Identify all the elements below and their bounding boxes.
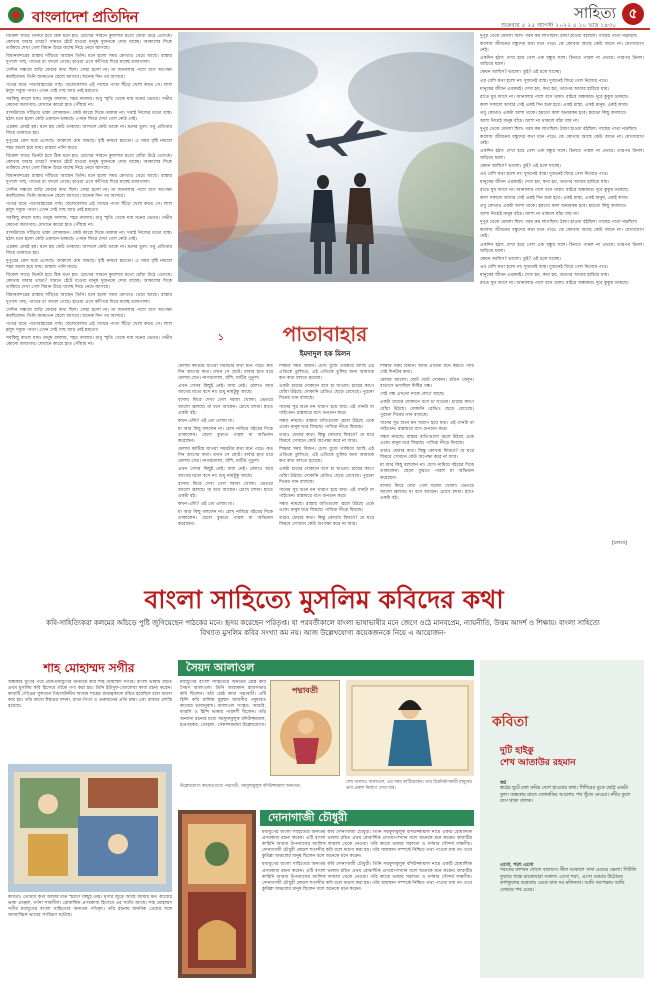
paragraph: মা আর কিছু বললেন না। চোখ নামিয়ে বইয়ের দিকে তাকালেন। ছেলে বুঝতে পারল মা অভিমান করেছেন। [178, 426, 273, 445]
paragraph: একদিন হঠাৎ দেখা হয়ে গেল এক বন্ধুর সঙ্গে। চিনতে পারল না প্রথমে। তারপর চিনল। জড়িয়ে ধরল। [480, 242, 644, 254]
paragraph: বাসস্ট্যান্ডে দাঁড়িয়ে থাকা লোকজন। কেউ কারো দিকে তাকায় না। সবাই নিজের মতো ব্যস্ত। হঠাৎ মনে হলো কেউ একজন ডাকছে। পেছন ফিরে দেখা গেল কেউ নেই। [6, 230, 172, 242]
story-column-4 [480, 34, 644, 540]
poet-name-donagazi: দোনাগাজী চৌধুরী [260, 810, 474, 826]
poet2-caption-2: উল্লেখযোগ্য কাব্যের মধ্যে পদ্মাবতী, সয়ফুলমুলুক বদিউজ্জামাল অন্যতম। [180, 784, 301, 789]
paragraph: তারও ফেরার কথা। কিন্তু কোথায় ফিরবে? যে ঘরে ফিরবে সেখানে কেউ অপেক্ষা করে না আর। [380, 449, 474, 461]
paragraph: কেমন আছিস? ভালো। তুই? এই চলে যাচ্ছে। [480, 256, 561, 262]
paragraph: বিমানবন্দরের রাস্তায় দাঁড়িয়ে আছেন তিনি। মনে হলো সময় কোথাও থেমে আছে। রাস্তার দুপাশে গাছ, পাতার রং বদলে গেছে। হাওয়া এসে কাঁপিয়ে দিয়ে যাচ্ছে ডালপালা। [6, 293, 172, 305]
poem-author: শেখ আতাউর রহমান [500, 758, 576, 768]
paragraph: বাসায় ফিরে দেখা গেল দরজা খোলা। ভেতরে আলো জ্বলছে। মা বসে আছেন। চোখে চশমা। হাতে একটা বই। [380, 483, 474, 501]
paragraph: মানুষের জীবন এরকমই। দেখা হয়, কথা হয়, তারপর আবার হারিয়ে যায়। [480, 272, 610, 278]
paragraph: গানের সুর শুনে মন খারাপ হয়ে যায়। এই গানটা মা গাইতেন। রান্নাঘরে বসে গুনগুন করে। [279, 404, 374, 416]
poem-section-label: কবিতা [492, 714, 529, 730]
paragraph: আশা নিয়েই মানুষ বাঁচে। আশা না থাকলে বাঁচা যায় না। [480, 119, 579, 125]
paragraph: সবকিছু বদলে যায়। মানুষ বদলায়, শহর বদলায়। শুধু স্মৃতি থেকে যায় মনের ভেতর। গভীর কোনো জায়গায়। যেখানে কারো হাত পৌঁছায় না। [6, 96, 172, 108]
feature-intro: কবি-সাহিত্যিকরা কলমের আঁচড়ে পুষ্টি জুগিয়েছেন পাঠকের মনে। হৃদয় করেছেন পরিতৃপ্ত। যা পরবর্তীকালে বাংলা ভাষাভাষীর মনে জেগে ওঠে মানবপ্রেম, ন্যায়নীতি, উত্তম আদর্শ ও শিক্ষায়। বাংলা সাহিত্যে বিখ্যাত মুসলিম কবির সংখ্যা কম নয়। আজ উল্লেখযোগ্য কয়েকজনকে নিয়ে এ আয়োজন- [46, 619, 600, 637]
paragraph: এর বেশি কথা হলো না। দুজনেই ব্যস্ত। দুজনেই ফিরে গেল নিজের পথে। [480, 78, 609, 84]
paragraph: শিক্ষার সময় বিমান। আমি এখনো মনে করতে পারি সেই দিনটার কথা। [380, 364, 474, 376]
poem-part-1-text: স্বপ্নের ছুটে চলা কবির দেশে হাওয়ার কথা। শিশিরের বুকে ছোট্ট একটা ফুল। অন্ধকার রাতে জোনাকির আলোয় পথ খুঁজে নেওয়া। নদীর কূলে বসে থাকা বালক। [500, 786, 631, 805]
paragraph: বাসায় ফিরে দেখা গেল দরজা খোলা। ভেতরে আলো জ্বলছে। মা বসে আছেন। চোখে চশমা। হাতে একটা বই। [178, 398, 273, 416]
poet3-painting [178, 810, 256, 978]
paragraph: শিক্ষার সময় বিমান। চোখ বুজে তাকিয়ে আছি এই এতিকে তুলিতে, এই এতিকে তুলির জন্য আমাকে কত কথা বলতে হয়েছে। [279, 364, 374, 382]
paragraph: রাতে ঘুম আসে না। জানালার পাশে বসে থাকা। বাইরে অন্ধকার। দূরে কুকুর ডাকছে। [480, 94, 629, 100]
paragraph: সন্ধ্যা নামছে। রাস্তার বাতিগুলো জ্বলে উঠছে একে একে। মানুষ ঘরে ফিরছে। পাখিরা নীড়ে ফিরছে। [279, 501, 374, 513]
book-title: পদ্মাবতী [291, 685, 319, 695]
paragraph: সবকিছু বদলে যায়। মানুষ বদলায়, শহর বদলায়। শুধু স্মৃতি থেকে যায় মনের ভেতর। গভীর কোনো জায়গায়। যেখানে কারো হাত পৌঁছায় না। [6, 336, 172, 348]
continued-marker: [চলবে] [612, 540, 628, 546]
paragraph: মধ্যযুগের বাংলা সাহিত্যের অন্যতম শ্রেষ্ঠ কবি সৈয়দ আলাওল। তিনি আরাকান রাজসভার কবি ছিলেন। তাঁর শ্রেষ্ঠ কাব্য পদ্মাবতী। এটি হিন্দি কবি মালিক মুহম্মদ জায়সীর পদুমাবত কাব্যের ভাবানুবাদ। আলাওল সংস্কৃত, আরবি, ফারসি ও হিন্দি ভাষায় পারদর্শী ছিলেন। তাঁর অন্যান্য রচনার মধ্যে সয়ফুলমুলুক বদিউজ্জামাল, হপ্তপয়কর, তোহফা, সেকান্দরনামা উল্লেখযোগ্য। [180, 680, 266, 728]
paragraph: পথের ধারে পাতাবাহারের গাছ। ছেলেবেলায় এই গাছের পাতা ছিঁড়ে খেলা করত সে। লাল হলুদ সবুজ পাতা। এখন সেই গাছ আর নেই হয়তো। [6, 321, 172, 333]
paragraph: বাসস্ট্যান্ডে দাঁড়িয়ে থাকা লোকজন। কেউ কারো দিকে তাকায় না। সবাই নিজের মতো ব্যস্ত। হঠাৎ মনে হলো কেউ একজন ডাকছে। পেছন ফিরে দেখা গেল কেউ নেই। [6, 111, 172, 123]
paragraph: কলেজ জীবনের বন্ধুদের কথা মনে পড়ে। কে কোথায় আছে কেউ জানে না। যোগাযোগ নেই। [480, 42, 644, 54]
poem-part-2-text: শরতের কাশবন দোলে বাতাসে। নীল আকাশে সাদা মেঘের ভেলা। শিউলি ফুলের গন্ধে মাতোয়ারা সকাল। এসো শরৎ, এসো আমার উঠোনে। কাশফুলের শুভ্রতায় ঢেকে যাক সব মলিনতা। আমি অপেক্ষায় আছি তোমার পথ চেয়ে। [500, 868, 637, 893]
poet-name-sagir: শাহ মোহাম্মদ সগীর [43, 661, 135, 675]
tapestry-painting [178, 810, 256, 978]
paragraph: কখন এলি? এই তো এলাম মা। [178, 501, 234, 507]
story-author: ইমদাদুল হক মিলন [299, 350, 351, 358]
book-cover-art [271, 698, 341, 768]
paragraph: সেই গন্ধ এখনো নাকে লেগে আছে। [380, 392, 445, 398]
paragraph: দুপুর থেকে মেঘলা ছিল। গরম কম লাগছিল। ঠান্ডা হাওয়া বইছিল। গাছের পাতা নড়ছিল। [480, 34, 638, 39]
paragraph: একটা চায়ের দোকানে বসে চা খাওয়া। চায়ের কাপে ধোঁয়া উঠছে। দোকানি রেডিও ছেড়ে রেখেছে। পুরনো দিনের গান বাজছে। [279, 384, 374, 402]
paragraph: দুপুরের রোদ মরে এসেছে। আকাশে মেঘ জমছে। বৃষ্টি নামবে হয়তো। এ সময় বৃষ্টি নামলে শহর অচল হয়ে যায়। রাস্তায় পানি জমে। [6, 259, 172, 271]
paragraph: মা আর কিছু বললেন না। চোখ নামিয়ে বইয়ের দিকে তাকালেন। ছেলে বুঝতে পারল মা অভিমান করেছেন। [178, 509, 273, 528]
feature-headline: বাংলা সাহিত্যে মুসলিম কবিদের কথা [144, 585, 504, 614]
paragraph: এখন সেসব কিছুই নেই। বাবা নেই। মেলাও আর আগের মতো বসে না। শুধু নামটুকু আছে। [178, 467, 273, 479]
paragraph: কবিতা: তোমার কথা আমার মনে স্মরণে কিছুই নেই। ঘৃণার জুড়ে আছে আমার মন। কাব্যের ভাষা প্রাঞ্জল, বর্ণনা সাবলীল। রোমান্টিক প্রণয়কাব্য হিসেবে এর খ্যাতি আছে। শাহ মোহাম্মদ সগীর মধ্যযুগের বাংলা সাহিত্যের অন্যতম পথিকৃৎ। তাঁর রচনায় মানবিক প্রেমের সঙ্গে আধ্যাত্মিক ভাবের সংমিশ্রণ ঘটেছে। [8, 895, 172, 919]
paragraph: আশা নিয়েই মানুষ বাঁচে। আশা না থাকলে বাঁচা যায় না। [480, 212, 579, 218]
masthead [0, 0, 650, 30]
paragraph: একদিন হঠাৎ দেখা হয়ে গেল এক বন্ধুর সঙ্গে। চিনতে পারল না প্রথমে। তারপর চিনল। জড়িয়ে ধরল। [480, 149, 644, 161]
paragraph: মধ্যযুগের বাংলা সাহিত্যের অন্যতম কবি দোনাগাজী চৌধুরী। তিনি সয়ফুলমুলুক বদিউজ্জামাল নামে একটি রোমান্টিক প্রণয়কাব্য রচনা করেন। এটি বাংলা ভাষায় রচিত প্রথম রোমান্টিক প্রণয়োপাখ্যান বলে অনেকে মনে করেন। কাব্যটির কাহিনি আরব্য উপন্যাসের আলিফ লায়লা থেকে নেওয়া। তাঁর কাব্যে ভাষার সরলতা ও বর্ণনার সৌন্দর্য লক্ষণীয়। দোনাগাজী চৌধুরী ষোড়শ শতাব্দীর কবি বলে ধারণা করা হয়। তাঁর জন্মস্থান সম্পর্কে নিশ্চিত তথ্য পাওয়া যায় না। তবে কুমিল্লা অঞ্চলের মানুষ ছিলেন বলে অনেকে মনে করেন। [262, 862, 472, 892]
manuscript-painting [8, 764, 172, 892]
paragraph: কলেজ জীবনের বন্ধুদের কথা মনে পড়ে। কে কোথায় আছে কেউ জানে না। যোগাযোগ নেই। [480, 135, 644, 147]
poet2-caption-1: শেখ আলাও আলাওল, এর সময় কাটিয়েছেন। তার চিত্রনির্মাণকারী মানুষের ভাব প্রকাশ নির্মাণে দেখা যায়। [346, 780, 472, 791]
newspaper-logo[interactable] [6, 4, 139, 26]
paragraph: তারও ফেরার কথা। কিন্তু কোথায় ফিরবে? যে ঘরে ফিরবে সেখানে কেউ অপেক্ষা করে না আর। [279, 516, 374, 528]
poet-name-alaol: সৈয়দ আলাওল [178, 660, 474, 676]
paragraph: সবকিছু বদলে যায়। মানুষ বদলায়, শহর বদলায়। শুধু স্মৃতি থেকে যায় মনের ভেতর। গভীর কোনো জায়গায়। যেখানে কারো হাত পৌঁছায় না। [6, 216, 172, 228]
story-title: পাতাবাহার [282, 322, 368, 346]
paragraph: অন্ধকার যুগের পরে প্রাক-মধ্যযুগের অন্যতম কবি শাহ মোহাম্মদ সগীর। বাংলা ভাষায় রচিত প্রথম মুসলিম কবি হিসেবে তাঁকে গণ্য করা হয়। তিনি ইউসুফ-জোলেখা কাব্য রচনা করেন। কাব্যটি গৌড়ের সুলতান গিয়াসউদ্দীন আজম শাহের রাজত্বকালে রচিত হয়েছিল বলে ধারণা করা হয়। তাঁর কাব্যে ঈশ্বরের বন্দনা, মাতা-পিতা ও গুরুজনের প্রতি শ্রদ্ধা এবং রাজার প্রশস্তি রয়েছে। [8, 680, 172, 710]
paragraph: শিক্ষার সময় বিমান। চোখ বুজে তাকিয়ে আছি এই এতিকে তুলিতে, এই এতিকে তুলির জন্য আমাকে কত কথা বলতে হয়েছে। [279, 447, 374, 465]
paragraph: বাসায় ফিরে দেখা গেল দরজা খোলা। ভেতরে আলো জ্বলছে। মা বসে আছেন। চোখে চশমা। হাতে একটা বই। [178, 481, 273, 499]
poem-title-line-1: দুটি হাইকু [500, 746, 534, 756]
paragraph: বিকেল সাড়ে তিনটা হবে ঠিক মনে হয়। চোখের সামনে কুয়াশার মতো ধোঁয়া উঠে এসেছে। কোথায় যাবার তাড়া? সামনে হেঁটে যাওয়া মানুষ দুজনকে দেখা যাচ্ছে। আকাশের দিকে তাকিয়ে দেখা গেল বিমান উড়ে যাচ্ছে নিচে নেমে আসছে। [6, 153, 172, 171]
logo-emblem-icon [6, 6, 26, 24]
paragraph: বিমানবন্দরের রাস্তায় দাঁড়িয়ে আছেন তিনি। মনে হলো সময় কোথাও থেমে আছে। রাস্তার দুপাশে গাছ, পাতার রং বদলে গেছে। হাওয়া এসে কাঁপিয়ে দিয়ে যাচ্ছে ডালপালা। [6, 173, 172, 185]
paragraph: মেলায় কাটিয়ে যাওয়া সময়টার কথা মনে পড়ে। কত দিন আগের কথা। তখন সে ছোট। বাবার হাত ধরে মেলায় যেত। নাগরদোলা, বাঁশি, মাটির পুতুল। [178, 364, 273, 382]
story-column-5 [380, 364, 474, 556]
paragraph: রাতে ঘুম আসে না। জানালার পাশে বসে থাকা। বাইরে অন্ধকার। দূরে কুকুর ডাকছে। [480, 281, 629, 286]
padmabati-book-cover [270, 680, 340, 776]
paragraph: কেমন আছিস? ভালো। তুই? এই চলে যাচ্ছে। [480, 163, 561, 169]
paragraph: কখন এলি? এই তো এলাম মা। [178, 418, 234, 424]
paragraph: এখন সেসব কিছুই নেই। বাবা নেই। মেলাও আর আগের মতো বসে না। শুধু নামটুকু আছে। [178, 384, 273, 396]
paragraph: কাল সকালে আবার সেই একই দিন শুরু হবে। একই রাস্তা, একই মানুষ, একই কাজ। [480, 102, 629, 108]
story-column-1 [6, 34, 172, 556]
poet1-illustration [8, 764, 172, 892]
paragraph: এর বেশি কথা হলো না। দুজনেই ব্যস্ত। দুজনেই ফিরে গেল নিজের পথে। [480, 171, 609, 177]
paragraph: বিমানবন্দরের রাস্তায় দাঁড়িয়ে আছেন তিনি। মনে হলো সময় কোথাও থেমে আছে। রাস্তার দুপাশে গাছ, পাতার রং বদলে গেছে। হাওয়া এসে কাঁপিয়ে দিয়ে যাচ্ছে ডালপালা। [6, 54, 172, 66]
paragraph: একটা চায়ের দোকানে বসে চা খাওয়া। চায়ের কাপে ধোঁয়া উঠছে। দোকানি রেডিও ছেড়ে রেখেছে। পুরনো দিনের গান বাজছে। [279, 467, 374, 485]
story-illustration [178, 32, 474, 282]
logo-text: বাংলাদেশ প্রতিদিন [32, 8, 139, 26]
paragraph: মধ্যযুগের বাংলা সাহিত্যের অন্যতম কবি দোনাগাজী চৌধুরী। তিনি সয়ফুলমুলুক বদিউজ্জামাল নামে একটি রোমান্টিক প্রণয়কাব্য রচনা করেন। এটি বাংলা ভাষায় রচিত প্রথম রোমান্টিক প্রণয়োপাখ্যান বলে অনেকে মনে করেন। কাব্যটির কাহিনি আরব্য উপন্যাসের আলিফ লায়লা থেকে নেওয়া। তাঁর কাব্যে ভাষার সরলতা ও বর্ণনার সৌন্দর্য লক্ষণীয়। দোনাগাজী চৌধুরী ষোড়শ শতাব্দীর কবি বলে ধারণা করা হয়। তাঁর জন্মস্থান সম্পর্কে নিশ্চিত তথ্য পাওয়া যায় না। তবে কুমিল্লা অঞ্চলের মানুষ ছিলেন বলে অনেকে মনে করেন। [262, 830, 472, 860]
paragraph: সন্ধ্যা নামছে। রাস্তার বাতিগুলো জ্বলে উঠছে একে একে। মানুষ ঘরে ফিরছে। পাখিরা নীড়ে ফিরছে। [279, 418, 374, 430]
dateline: শুক্রবার ৫ ২৫ আগস্ট ২০২২ ৫ ১০ ভাদ্র ১৪৩০ [501, 22, 616, 29]
paragraph: তবু কোথাও একটা আশা থাকে। হয়তো কাল অন্যরকম হবে। হয়তো কিছু বদলাবে। [480, 110, 627, 116]
paragraph: সেদিন সন্ধ্যায় বাড়ি ফেরার কথা ছিল। ফেরা হলো না। মা জানালার পাশে বসে অপেক্ষা করছিলেন। তিনি জানতেন ছেলে আসবে। অনেক দিন পর আসবে। [6, 188, 172, 200]
paragraph: সন্ধ্যা নামছে। রাস্তার বাতিগুলো জ্বলে উঠছে একে একে। মানুষ ঘরে ফিরছে। পাখিরা নীড়ে ফিরছে। [380, 434, 474, 447]
paragraph: সেদিন সন্ধ্যায় বাড়ি ফেরার কথা ছিল। ফেরা হলো না। মা জানালার পাশে বসে অপেক্ষা করছিলেন। তিনি জানতেন ছেলে আসবে। অনেক দিন পর আসবে। [6, 68, 172, 80]
paragraph: একটা চায়ের দোকানে বসে চা খাওয়া। চায়ের কাপে ধোঁয়া উঠছে। দোকানি রেডিও ছেড়ে রেখেছে। পুরনো দিনের গান বাজছে। [380, 400, 474, 418]
paragraph: কাল সকালে আবার সেই একই দিন শুরু হবে। একই রাস্তা, একই মানুষ, একই কাজ। [480, 195, 629, 201]
paragraph: বিকেল সাড়ে তিনটা হবে ঠিক মনে হয়। চোখের সামনে কুয়াশার মতো ধোঁয়া উঠে এসেছে। কোথায় যাবার তাড়া? সামনে হেঁটে যাওয়া মানুষ দুজনকে দেখা যাচ্ছে। আকাশের দিকে তাকিয়ে দেখা গেল বিমান উড়ে যাচ্ছে নিচে নেমে আসছে। [6, 34, 172, 52]
paragraph: কলেজ জীবনের বন্ধুদের কথা মনে পড়ে। কে কোথায় আছে কেউ জানে না। যোগাযোগ নেই। [480, 228, 644, 240]
paragraph: রাতে ঘুম আসে না। জানালার পাশে বসে থাকা। বাইরে অন্ধকার। দূরে কুকুর ডাকছে। [480, 187, 629, 193]
miniature-painting [346, 680, 474, 776]
paragraph: মেলার আলো। ছোট ছোট দোকান। রঙিন বেলুন। বাতাসে ভাসছিল মিষ্টির গন্ধ। [380, 378, 474, 390]
story-column-3 [279, 364, 374, 556]
section-title: সাহিত্য [573, 4, 616, 22]
paragraph: দুপুর থেকে মেঘলা ছিল। গরম কম লাগছিল। ঠান্ডা হাওয়া বইছিল। গাছের পাতা নড়ছিল। [480, 127, 638, 133]
watercolor-illustration [178, 32, 474, 282]
paragraph: মানুষের জীবন এরকমই। দেখা হয়, কথা হয়, তারপর আবার হারিয়ে যায়। [480, 86, 610, 92]
paragraph: মানুষের জীবন এরকমই। দেখা হয়, কথা হয়, তারপর আবার হারিয়ে যায়। [480, 179, 610, 185]
poem-part-1-label: স্বপ্ন [500, 780, 507, 786]
paragraph: এরকম প্রায়ই হয়। মনে হয় কেউ ডাকছে। আসলে কেউ ডাকে না। মনের ভুল। তবু প্রতিবার ফিরে তাকাতে হয়। [6, 244, 172, 256]
paragraph: একদিন হঠাৎ দেখা হয়ে গেল এক বন্ধুর সঙ্গে। চিনতে পারল না প্রথমে। তারপর চিনল। জড়িয়ে ধরল। [480, 56, 644, 68]
paragraph: সেদিন সন্ধ্যায় বাড়ি ফেরার কথা ছিল। ফেরা হলো না। মা জানালার পাশে বসে অপেক্ষা করছিলেন। তিনি জানতেন ছেলে আসবে। অনেক দিন পর আসবে। [6, 307, 172, 319]
paragraph: দুপুর থেকে মেঘলা ছিল। গরম কম লাগছিল। ঠান্ডা হাওয়া বইছিল। গাছের পাতা নড়ছিল। [480, 220, 638, 226]
paragraph: এরকম প্রায়ই হয়। মনে হয় কেউ ডাকছে। আসলে কেউ ডাকে না। মনের ভুল। তবু প্রতিবার ফিরে তাকাতে হয়। [6, 125, 172, 137]
paragraph: পথের ধারে পাতাবাহারের গাছ। ছেলেবেলায় এই গাছের পাতা ছিঁড়ে খেলা করত সে। লাল হলুদ সবুজ পাতা। এখন সেই গাছ আর নেই হয়তো। [6, 202, 172, 214]
poem-part-2-label: এসো, শরৎ এসো [500, 862, 534, 868]
poem-title [500, 745, 576, 769]
poet1-text-2 [8, 895, 172, 977]
paragraph: মেলায় কাটিয়ে যাওয়া সময়টার কথা মনে পড়ে। কত দিন আগের কথা। তখন সে ছোট। বাবার হাত ধরে মেলায় যেত। নাগরদোলা, বাঁশি, মাটির পুতুল। [178, 447, 273, 465]
paragraph: তবু কোথাও একটা আশা থাকে। হয়তো কাল অন্যরকম হবে। হয়তো কিছু বদলাবে। [480, 204, 627, 210]
poet2-text [180, 680, 266, 780]
paragraph: পথের ধারে পাতাবাহারের গাছ। ছেলেবেলায় এই গাছের পাতা ছিঁড়ে খেলা করত সে। লাল হলুদ সবুজ পাতা। এখন সেই গাছ আর নেই হয়তো। [6, 82, 172, 94]
story-column-2 [178, 364, 273, 556]
paragraph: এর বেশি কথা হলো না। দুজনেই ব্যস্ত। দুজনেই ফিরে গেল নিজের পথে। [480, 264, 609, 270]
paragraph: বিকেল সাড়ে তিনটা হবে ঠিক মনে হয়। চোখের সামনে কুয়াশার মতো ধোঁয়া উঠে এসেছে। কোথায় যাবার তাড়া? সামনে হেঁটে যাওয়া মানুষ দুজনকে দেখা যাচ্ছে। আকাশের দিকে তাকিয়ে দেখা গেল বিমান উড়ে যাচ্ছে নিচে নেমে আসছে। [6, 273, 172, 291]
paragraph: মা আর কিছু বললেন না। চোখ নামিয়ে বইয়ের দিকে তাকালেন। ছেলে বুঝতে পারল মা অভিমান করেছেন। [380, 463, 474, 481]
poet3-text [262, 830, 472, 976]
poem-part-2 [500, 862, 638, 952]
paragraph: গানের সুর শুনে মন খারাপ হয়ে যায়। এই গানটা মা গাইতেন। রান্নাঘরে বসে গুনগুন করে। [279, 487, 374, 499]
paragraph: কেমন আছিস? ভালো। তুই? এই চলে যাচ্ছে। [480, 70, 561, 76]
poet2-painting [346, 680, 474, 776]
paragraph: তারও ফেরার কথা। কিন্তু কোথায় ফিরবে? যে ঘরে ফিরবে সেখানে কেউ অপেক্ষা করে না আর। [279, 432, 374, 445]
page-number-badge: ৫ [622, 3, 644, 25]
paragraph: দুপুরের রোদ মরে এসেছে। আকাশে মেঘ জমছে। বৃষ্টি নামবে হয়তো। এ সময় বৃষ্টি নামলে শহর অচল হয়ে যায়। রাস্তায় পানি জমে। [6, 139, 172, 151]
paragraph: গানের সুর শুনে মন খারাপ হয়ে যায়। এই গানটা মা গাইতেন। রান্নাঘরে বসে গুনগুন করে। [380, 420, 474, 432]
poet1-text [8, 680, 172, 760]
story-part-number: ১ [218, 333, 224, 343]
poem-part-1 [500, 780, 638, 860]
